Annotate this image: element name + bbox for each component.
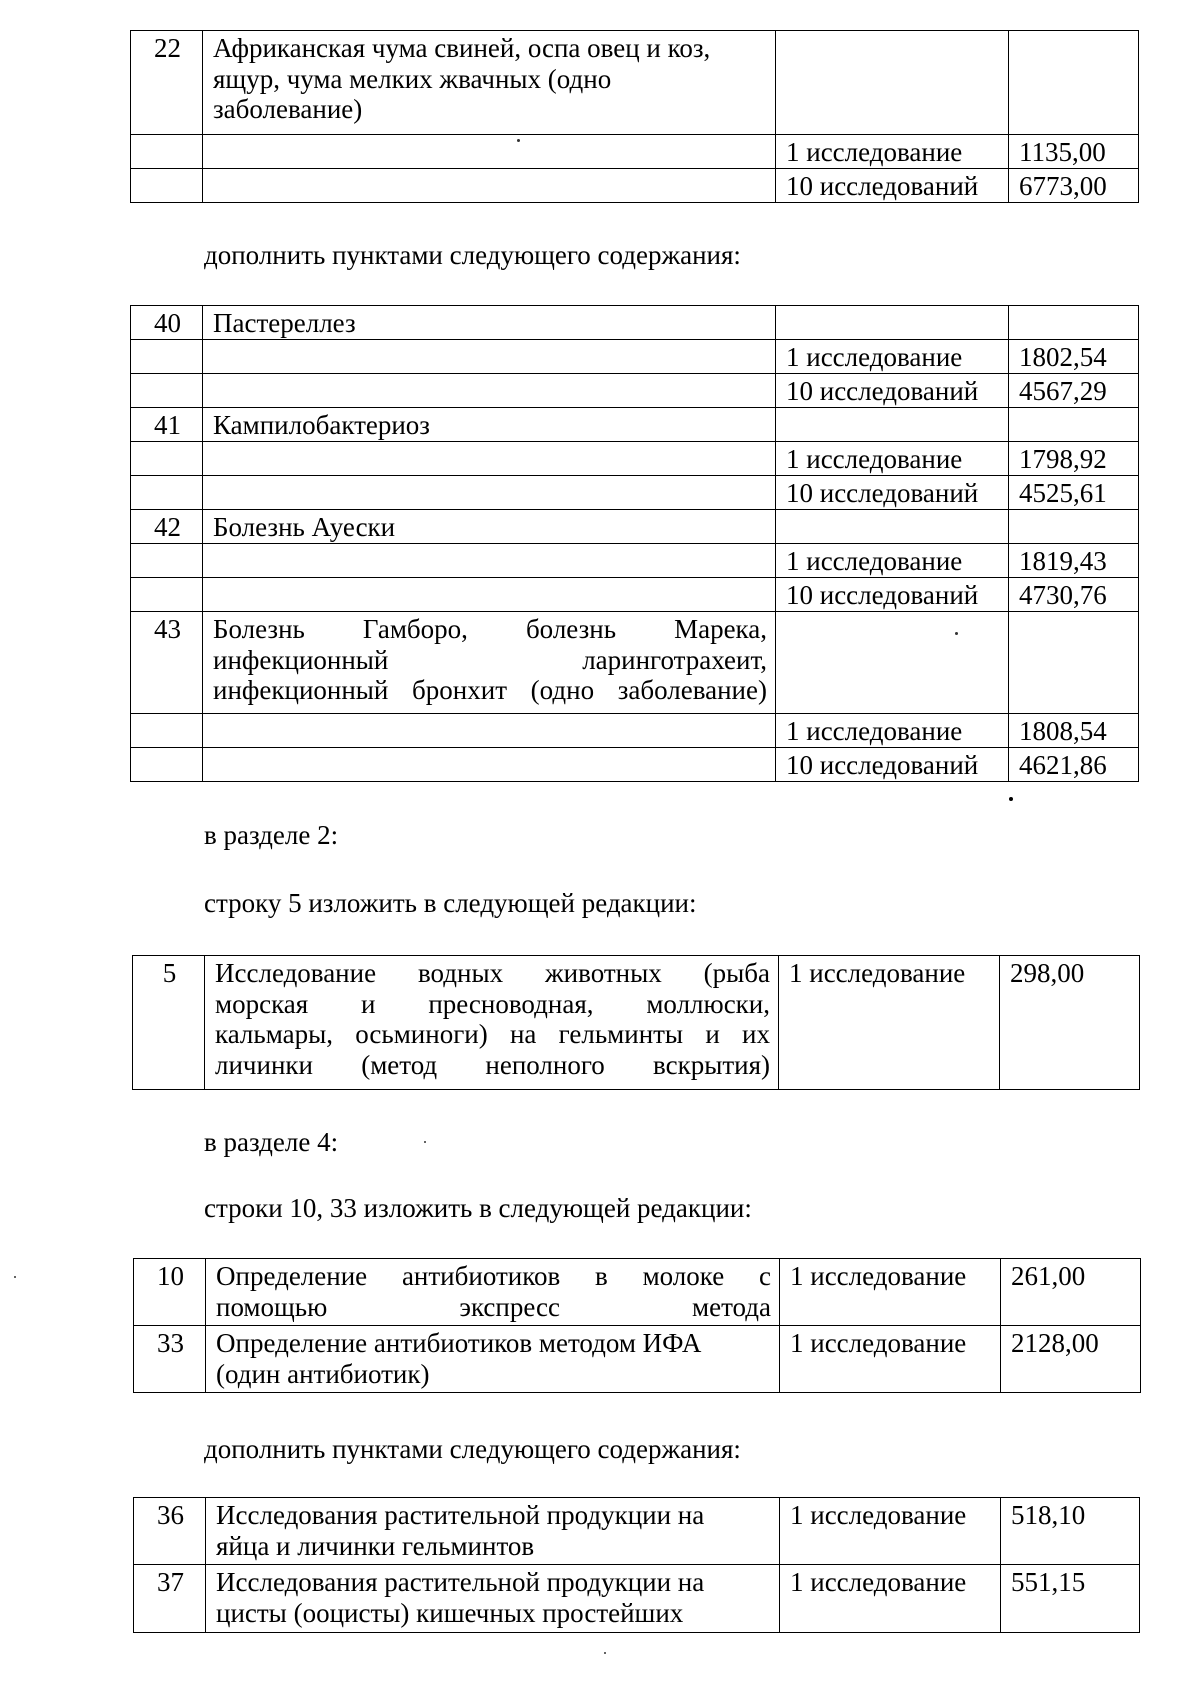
row-number: 41 xyxy=(131,408,203,442)
row-number: 37 xyxy=(134,1565,206,1633)
row-description xyxy=(203,442,776,476)
row-number: 40 xyxy=(131,306,203,340)
row-unit xyxy=(776,306,1009,340)
row-description xyxy=(203,714,776,748)
row-price xyxy=(1009,510,1139,544)
row-price xyxy=(1009,612,1139,714)
row-description: Исследования растительной продукции на цисты (ооцисты) кишечных простейших xyxy=(206,1565,780,1633)
row-price: 2128,00 xyxy=(1001,1326,1141,1393)
table-row xyxy=(134,1259,1141,1326)
row-number: 42 xyxy=(131,510,203,544)
row-number xyxy=(131,578,203,612)
table-section4-additions xyxy=(133,1497,1140,1633)
row-price: 4730,76 xyxy=(1009,578,1139,612)
table-row xyxy=(134,1326,1141,1393)
row-number: 43 xyxy=(131,612,203,714)
row-unit: 10 исследований xyxy=(776,169,1009,203)
instruction-text: строки 10, 33 изложить в следующей редакции: xyxy=(204,1193,752,1223)
table-row xyxy=(131,340,1139,374)
row-unit: 10 исследований xyxy=(776,476,1009,510)
row-price: 298,00 xyxy=(1000,956,1140,1090)
row-unit: 1 исследование xyxy=(776,135,1009,169)
table-row xyxy=(131,442,1139,476)
row-price: 1802,54 xyxy=(1009,340,1139,374)
row-price: 4525,61 xyxy=(1009,476,1139,510)
row-description xyxy=(203,476,776,510)
row-number xyxy=(131,169,203,203)
row-description xyxy=(203,340,776,374)
row-number: 33 xyxy=(134,1326,206,1393)
instruction-text: дополнить пунктами следующего содержания: xyxy=(204,1434,741,1464)
table-row xyxy=(131,510,1139,544)
table-row xyxy=(131,578,1139,612)
row-unit: 10 исследований xyxy=(776,748,1009,782)
row-price xyxy=(1009,306,1139,340)
row-description: Исследования растительной продукции на яйца и личинки гельминтов xyxy=(206,1498,780,1565)
section-heading-text: в разделе 2: xyxy=(204,820,339,850)
row-number: 36 xyxy=(134,1498,206,1565)
table-row xyxy=(133,956,1140,1090)
scan-speck xyxy=(517,139,520,142)
table-row xyxy=(131,374,1139,408)
row-description xyxy=(203,169,776,203)
row-unit: 1 исследование xyxy=(779,956,1000,1090)
instruction-text: строку 5 изложить в следующей редакции: xyxy=(204,888,697,918)
row-number xyxy=(131,135,203,169)
table-row xyxy=(131,544,1139,578)
row-number xyxy=(131,544,203,578)
row-unit: 1 исследование xyxy=(780,1565,1001,1633)
row-unit xyxy=(776,31,1009,135)
row-number xyxy=(131,442,203,476)
row-unit xyxy=(776,510,1009,544)
row-price: 6773,00 xyxy=(1009,169,1139,203)
row-price: 1808,54 xyxy=(1009,714,1139,748)
row-description: Пастереллез xyxy=(203,306,776,340)
row-price: 1798,92 xyxy=(1009,442,1139,476)
row-description xyxy=(203,374,776,408)
row-price: 1819,43 xyxy=(1009,544,1139,578)
row-description: Болезнь Гамборо, болезнь Марека, инфекционный ларинготрахеит, инфекционный бронхит (одно заболевание) xyxy=(203,612,776,714)
row-number xyxy=(131,374,203,408)
row-description xyxy=(203,135,776,169)
row-price xyxy=(1009,31,1139,135)
row-unit: 10 исследований xyxy=(776,578,1009,612)
row-description xyxy=(203,578,776,612)
row-price: 518,10 xyxy=(1001,1498,1140,1565)
row-number xyxy=(131,476,203,510)
scan-speck xyxy=(14,1276,16,1278)
row-unit: 1 исследование xyxy=(776,714,1009,748)
scan-speck xyxy=(604,1652,606,1654)
row-price: 551,15 xyxy=(1001,1565,1140,1633)
table-row xyxy=(131,408,1139,442)
row-unit: 1 исследование xyxy=(776,544,1009,578)
row-number xyxy=(131,340,203,374)
scan-speck xyxy=(1009,797,1013,801)
scan-speck xyxy=(424,1141,426,1143)
row-number xyxy=(131,748,203,782)
row-number xyxy=(131,714,203,748)
row-price: 261,00 xyxy=(1001,1259,1141,1326)
table-row xyxy=(131,306,1139,340)
row-price: 1135,00 xyxy=(1009,135,1139,169)
table-section1-additions xyxy=(130,305,1139,782)
table-section2-item5 xyxy=(132,955,1140,1090)
row-description: Исследование водных животных (рыба морская и пресноводная, моллюски, кальмары, осьминоги) на гельминты и их личинки (метод неполного вскрытия) xyxy=(205,956,779,1090)
section-heading-text: в разделе 4: xyxy=(204,1127,339,1157)
table-row xyxy=(131,169,1139,203)
row-price: 4621,86 xyxy=(1009,748,1139,782)
row-description xyxy=(203,544,776,578)
row-number: 10 xyxy=(134,1259,206,1326)
row-number: 5 xyxy=(133,956,205,1090)
table-row xyxy=(131,476,1139,510)
row-price xyxy=(1009,408,1139,442)
table-row xyxy=(131,748,1139,782)
row-description: Кампилобактериоз xyxy=(203,408,776,442)
table-section1-item22 xyxy=(130,30,1139,203)
row-unit xyxy=(776,408,1009,442)
row-description: Определение антибиотиков в молоке с помощью экспресс метода xyxy=(206,1259,780,1326)
row-description: Болезнь Ауески xyxy=(203,510,776,544)
table-section4-items xyxy=(133,1258,1141,1393)
table-row xyxy=(131,31,1139,135)
table-row xyxy=(134,1565,1140,1633)
table-row xyxy=(131,714,1139,748)
row-unit: 1 исследование xyxy=(780,1326,1001,1393)
row-number: 22 xyxy=(131,31,203,135)
instruction-text: дополнить пунктами следующего содержания: xyxy=(204,240,741,270)
row-description xyxy=(203,748,776,782)
row-unit: 10 исследований xyxy=(776,374,1009,408)
scan-speck xyxy=(955,632,958,635)
row-description: Определение антибиотиков методом ИФА (один антибиотик) xyxy=(206,1326,780,1393)
row-unit xyxy=(776,612,1009,714)
row-unit: 1 исследование xyxy=(776,442,1009,476)
row-price: 4567,29 xyxy=(1009,374,1139,408)
row-unit: 1 исследование xyxy=(780,1498,1001,1565)
row-unit: 1 исследование xyxy=(780,1259,1001,1326)
table-row xyxy=(131,135,1139,169)
table-row xyxy=(134,1498,1140,1565)
row-description: Африканская чума свиней, оспа овец и коз, ящур, чума мелких жвачных (одно заболевание) xyxy=(203,31,776,135)
table-row xyxy=(131,612,1139,714)
row-unit: 1 исследование xyxy=(776,340,1009,374)
